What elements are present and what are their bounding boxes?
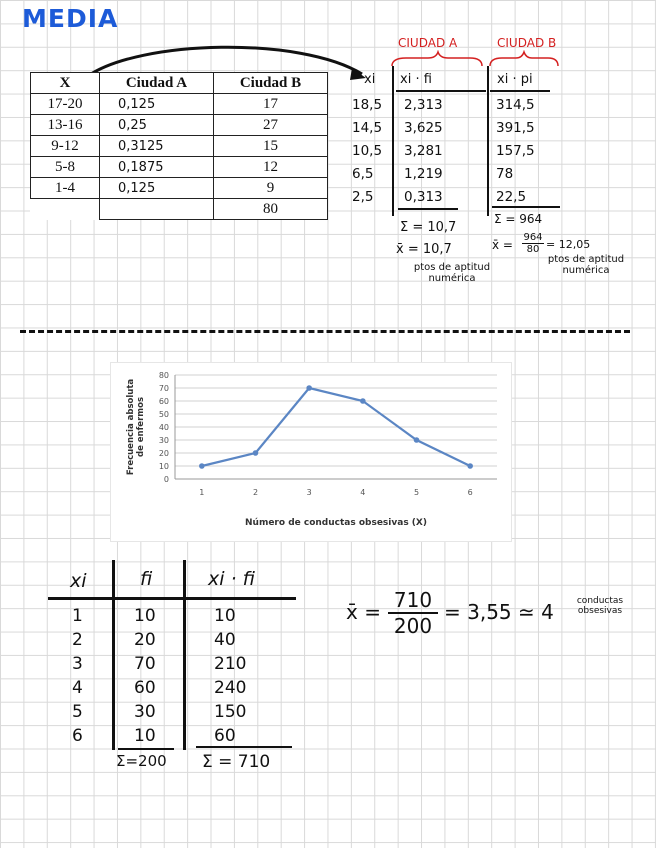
cell-x: 17-20 [31, 94, 100, 115]
mean-symbol-b: x̄ = [492, 238, 513, 252]
blank-cell [31, 199, 100, 220]
bottom-xi-column: 1 2 3 4 5 6 [72, 606, 83, 746]
total-row [31, 199, 328, 220]
cell-ciudad-a: 0,25 [100, 115, 214, 136]
table-row [31, 178, 328, 199]
data-point [253, 450, 259, 456]
bottom-sum-line [196, 746, 292, 748]
chart-svg [111, 363, 511, 541]
cell-x: 9-12 [31, 136, 100, 157]
mean-b-result: = 12,05 [546, 238, 591, 251]
x-tick-label: 6 [467, 488, 473, 497]
data-point [360, 398, 366, 404]
x-axis-label: Número de conductas obsesivas (X) [245, 518, 427, 528]
xifi-column: 2,313 3,625 3,281 1,219 0,313 [404, 97, 443, 205]
mean-result: = 3,55 ≃ 4 [444, 600, 554, 624]
header-ciudad-b: Ciudad B [214, 73, 328, 94]
header-ciudad-a: Ciudad A [100, 73, 214, 94]
divider-line [487, 66, 489, 216]
bottom-xifi-column: 10 40 210 240 150 60 [214, 606, 247, 746]
cell-ciudad-a: 0,3125 [100, 136, 214, 157]
y-tick-label: 40 [158, 423, 169, 432]
header-underline [490, 90, 550, 92]
page-title: MEDIA [22, 4, 119, 33]
unit-ciudad-a: ptos de aptitud numérica [413, 262, 491, 284]
cell-ciudad-b: 15 [214, 136, 328, 157]
cell-ciudad-a: 0,125 [100, 94, 214, 115]
bottom-fi-header: fi [140, 568, 153, 590]
bottom-xifi-header: xi · fi [208, 568, 255, 590]
table-row [31, 94, 328, 115]
y-tick-label: 50 [158, 410, 169, 419]
cell-x: 13-16 [31, 115, 100, 136]
cell-ciudad-a: 0,125 [100, 178, 214, 199]
y-axis-label: Frecuencia absoluta [126, 378, 136, 476]
sum-ciudad-a: Σ = 10,7 [400, 220, 457, 235]
mean-symbol: x̄ = [346, 600, 381, 624]
table-row [31, 136, 328, 157]
unit-ciudad-b: ptos de aptitud numérica [547, 254, 625, 276]
cell-x: 1-4 [31, 178, 100, 199]
mean-b-fraction: 964 80 [523, 232, 543, 255]
xi-header: xi [364, 72, 376, 87]
line-chart [110, 362, 512, 542]
table-row [31, 157, 328, 178]
xipi-column: 314,5 391,5 157,5 78 22,5 [496, 97, 535, 205]
bottom-header-line [48, 597, 296, 600]
mean-unit: conductas obsesivas [576, 596, 624, 616]
frequency-table [30, 72, 328, 220]
mean-fraction: 710 200 [388, 588, 438, 638]
table-row [31, 115, 328, 136]
bottom-sum-line [118, 748, 174, 750]
xipi-header: xi · pi [497, 72, 533, 87]
cell-ciudad-b: 27 [214, 115, 328, 136]
empty-total-cell [100, 199, 214, 220]
y-tick-label: 20 [158, 449, 169, 458]
sum-fi: Σ=200 [116, 752, 167, 770]
red-brace-icon [390, 50, 565, 70]
y-tick-label: 60 [158, 397, 169, 406]
cell-ciudad-b: 12 [214, 157, 328, 178]
ciudad-b-label: CIUDAD B [497, 36, 557, 50]
sum-line [492, 206, 560, 208]
cell-ciudad-a: 0,1875 [100, 157, 214, 178]
data-point [306, 385, 312, 391]
data-point [414, 437, 420, 443]
x-tick-label: 5 [413, 488, 420, 497]
sum-line [398, 208, 458, 210]
y-tick-label: 0 [163, 475, 169, 484]
bottom-fi-column: 10 20 70 60 30 10 [134, 606, 156, 746]
x-tick-label: 2 [252, 488, 259, 497]
cell-x: 5-8 [31, 157, 100, 178]
bottom-divider [112, 560, 115, 750]
y-tick-label: 30 [158, 436, 169, 445]
x-tick-label: 1 [199, 488, 205, 497]
ciudad-a-label: CIUDAD A [398, 36, 458, 50]
divider-line [392, 66, 394, 216]
xi-column: 18,5 14,5 10,5 6,5 2,5 [352, 97, 383, 205]
bottom-divider [183, 560, 186, 750]
cell-ciudad-b: 17 [214, 94, 328, 115]
sum-ciudad-b: Σ = 964 [494, 212, 543, 226]
sum-xifi: Σ = 710 [202, 752, 271, 772]
total-ciudad-b: 80 [214, 199, 328, 220]
data-point [467, 463, 473, 469]
cell-ciudad-b: 9 [214, 178, 328, 199]
mean-ciudad-a: x̄ = 10,7 [396, 242, 452, 257]
y-tick-label: 10 [158, 462, 169, 471]
header-x: X [31, 73, 100, 94]
y-tick-label: 80 [158, 371, 169, 380]
bottom-xi-header: xi [70, 570, 87, 592]
header-underline [396, 90, 486, 92]
data-point [199, 463, 205, 469]
x-tick-label: 3 [306, 488, 312, 497]
y-axis-label: de enfermos [136, 396, 146, 458]
x-tick-label: 4 [360, 488, 366, 497]
dashed-separator [20, 330, 630, 333]
xifi-header: xi · fi [400, 72, 432, 87]
y-tick-label: 70 [158, 384, 169, 393]
